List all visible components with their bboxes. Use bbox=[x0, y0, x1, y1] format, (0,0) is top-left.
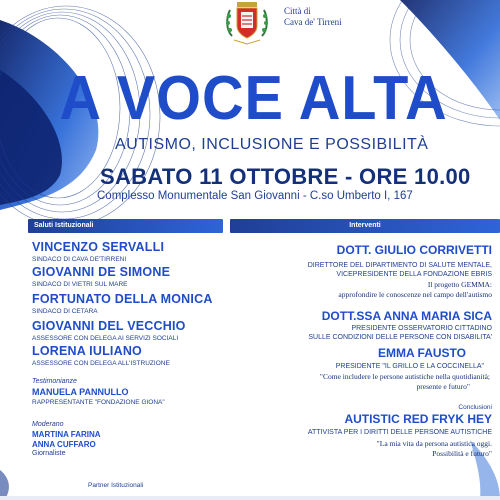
speaker-name: LORENA IULIANO bbox=[32, 344, 142, 358]
speaker-role: ASSESSORE CON DELEGA ALL'ISTRUZIONE bbox=[32, 360, 170, 367]
speaker-role: PRESIDENTE OSSERVATORIO CITTADINO bbox=[351, 325, 492, 332]
talk-title: Possibilità e futuro" bbox=[432, 449, 492, 458]
speaker-role: VICEPRESIDENTE DELLA FONDAZIONE EBRIS bbox=[336, 271, 492, 278]
speaker-role: SULLE CONDIZIONI DELLE PERSONE CON DISABILITA' bbox=[308, 334, 492, 341]
moderators-label: Moderano bbox=[32, 421, 64, 428]
speaker-role: SINDACO DI VIETRI SUL MARE bbox=[32, 281, 128, 288]
talk-title: "Come includere le persone autistiche nella quotidianità; bbox=[319, 372, 490, 381]
speaker-name: AUTISTIC RED FRYK HEY bbox=[344, 412, 492, 426]
speaker-name: DOTT. GIULIO CORRIVETTI bbox=[336, 243, 492, 257]
speaker-role: SINDACO DI CETARA bbox=[32, 308, 98, 315]
speaker-role: ASSESSORE CON DELEGA AI SERVIZI SOCIALI bbox=[32, 335, 179, 342]
event-venue: Complesso Monumentale San Giovanni - C.so Umberto I, 167 bbox=[97, 190, 413, 202]
speaker-name: GIOVANNI DE SIMONE bbox=[32, 265, 171, 279]
speaker-name: EMMA FAUSTO bbox=[377, 346, 466, 360]
speaker-name: VINCENZO SERVALLI bbox=[32, 240, 165, 254]
talk-title: "La mia vita da persona autistica oggi. bbox=[376, 439, 492, 448]
moderator-name: MARTINA FARINA bbox=[32, 430, 101, 439]
bottom-strip bbox=[0, 496, 500, 500]
testimonial-name: MANUELA PANNULLO bbox=[32, 387, 129, 397]
event-title: A VOCE ALTA bbox=[59, 64, 448, 133]
city-line-1: Città di bbox=[284, 6, 311, 16]
moderator-name: ANNA CUFFARO bbox=[32, 440, 96, 449]
speaker-role: DIRETTORE DEL DIPARTIMENTO DI SALUTE MENTALE, bbox=[307, 262, 492, 269]
event-date: SABATO 11 OTTOBRE - ORE 10.00 bbox=[100, 164, 471, 189]
conclusion-label: Conclusioni bbox=[458, 404, 492, 411]
talk-title: approfondire le conoscenze nel campo dell'autismo bbox=[338, 290, 492, 299]
talk-title: presente e futuro" bbox=[416, 382, 470, 391]
event-subtitle: AUTISMO, INCLUSIONE E POSSIBILITÀ bbox=[115, 136, 429, 153]
city-crest-icon bbox=[220, 0, 274, 50]
speaker-role: SINDACO DI CAVA DE'TIRRENI bbox=[32, 256, 127, 263]
speaker-name: GIOVANNI DEL VECCHIO bbox=[32, 319, 186, 333]
speaker-role: PRESIDENTE "IL GRILLO E LA COCCINELLA" bbox=[335, 363, 484, 370]
moderators-role: Giornaliste bbox=[32, 450, 66, 457]
testimonial-role: RAPPRESENTANTE "FONDAZIONE GIONA" bbox=[32, 399, 165, 406]
testimonial-label: Testimonianze bbox=[32, 378, 77, 385]
speaker-name: FORTUNATO DELLA MONICA bbox=[32, 292, 213, 306]
section-header-saluti: Saluti Istituzionali bbox=[28, 219, 223, 233]
partner-label: Partner Istituzionali bbox=[88, 482, 144, 489]
speaker-name: DOTT.SSA ANNA MARIA SICA bbox=[321, 309, 492, 323]
city-line-2: Cava de' Tirreni bbox=[284, 17, 342, 27]
talk-title: Il progetto GEMMA: bbox=[427, 280, 492, 289]
speaker-role: ATTIVISTA PER I DIRITTI DELLE PERSONE AUTISTICHE bbox=[307, 429, 492, 436]
section-header-interventi: Interventi bbox=[230, 219, 500, 233]
city-name bbox=[284, 6, 342, 28]
